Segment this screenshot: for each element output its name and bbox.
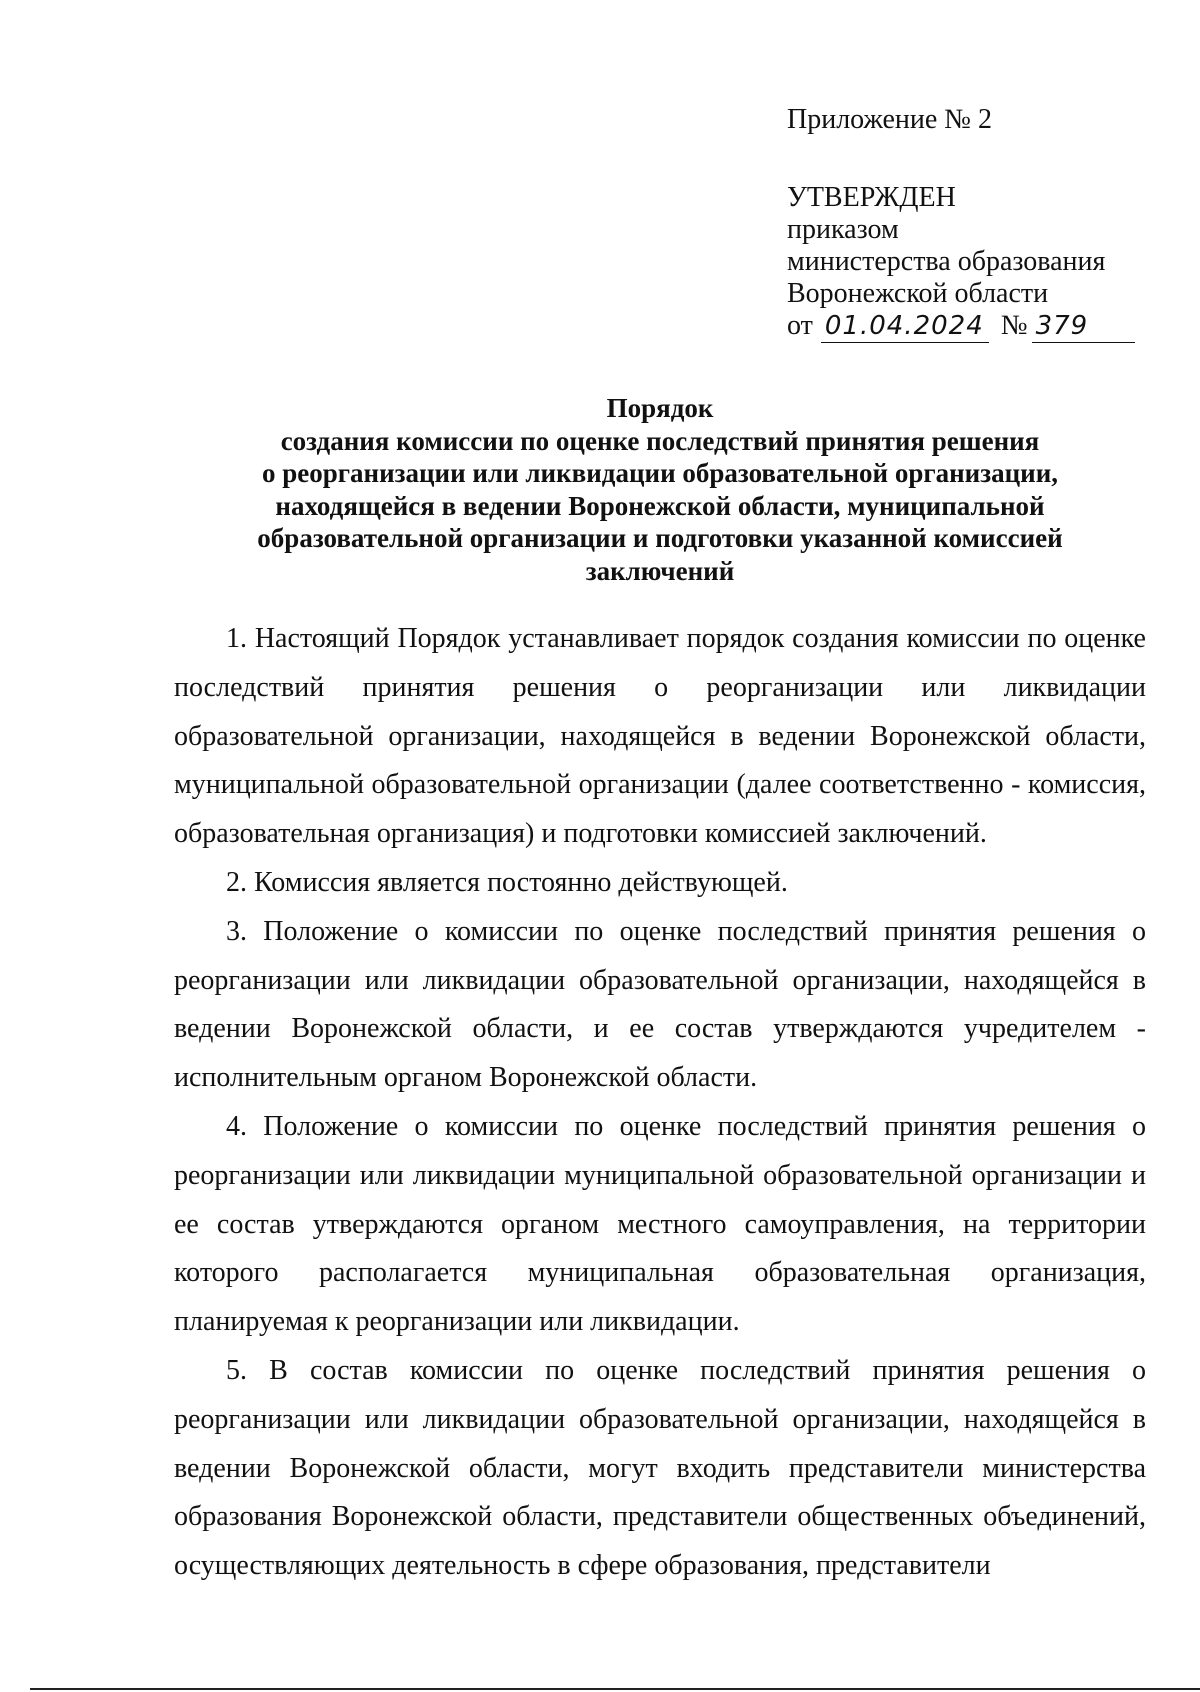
appendix-label: Приложение № 2 bbox=[787, 104, 992, 135]
title-heading: Порядок bbox=[606, 393, 714, 423]
handwritten-date: 01.04.2024 bbox=[821, 310, 989, 343]
document-title bbox=[160, 392, 1160, 587]
approved-label: УТВЕРЖДЕН bbox=[787, 182, 956, 213]
approval-line-2: министерства образования bbox=[787, 246, 1106, 277]
handwritten-number: 379 bbox=[1032, 310, 1135, 343]
page-bottom-rule bbox=[30, 1688, 1200, 1690]
title-line-1: создания комиссии по оценке последствий принятия решения bbox=[280, 425, 1040, 456]
from-label: от bbox=[787, 310, 813, 341]
order-date-number-line bbox=[787, 310, 1135, 343]
paragraph-1: 1. Настоящий Порядок устанавливает порядок создания комиссии по оценке последствий принятия решения о реорганизации или ликвидации образовательной организации, находящейся в ведении Воронежской области, муниципальной образовательной организации (далее соответственно - комиссия, образовательная организация) и подготовки комиссией заключений. bbox=[174, 623, 1146, 850]
approval-line-3: Воронежской области bbox=[787, 278, 1049, 309]
paragraph-3: 3. Положение о комиссии по оценке последствий принятия решения о реорганизации или ликвидации образовательной организации, находящейся в ведении Воронежской области, и ее состав утверждаются учредителем - исполнительным органом Воронежской области. bbox=[174, 915, 1146, 1094]
title-line-3: находящейся в ведении Воронежской области, муниципальной bbox=[275, 490, 1045, 521]
paragraph-5: 5. В состав комиссии по оценке последствий принятия решения о реорганизации или ликвидации образовательной организации, находящейся в ведении Воронежской области, могут входить представители министерства образования Воронежской области, представители общественных объединений, осуществляющих деятельность в сфере образования, представители bbox=[174, 1354, 1146, 1582]
document-body bbox=[174, 615, 1146, 1591]
title-line-4: образовательной организации и подготовки указанной комиссией bbox=[257, 523, 1063, 553]
title-line-5: заключений bbox=[585, 555, 735, 586]
approval-block bbox=[787, 104, 1135, 343]
paragraph-4: 4. Положение о комиссии по оценке последствий принятия решения о реорганизации или ликвидации муниципальной образовательной организации и ее состав утверждаются органом местного самоуправления, на территории которого располагается муниципальная образовательная организация, планируемая к реорганизации или ликвидации. bbox=[174, 1110, 1146, 1338]
approval-line-1: приказом bbox=[787, 214, 899, 245]
number-label: № bbox=[1000, 310, 1028, 341]
paragraph-2: 2. Комиссия является постоянно действующей. bbox=[226, 866, 788, 898]
title-line-2: о реорганизации или ликвидации образовательной организации, bbox=[261, 458, 1058, 488]
